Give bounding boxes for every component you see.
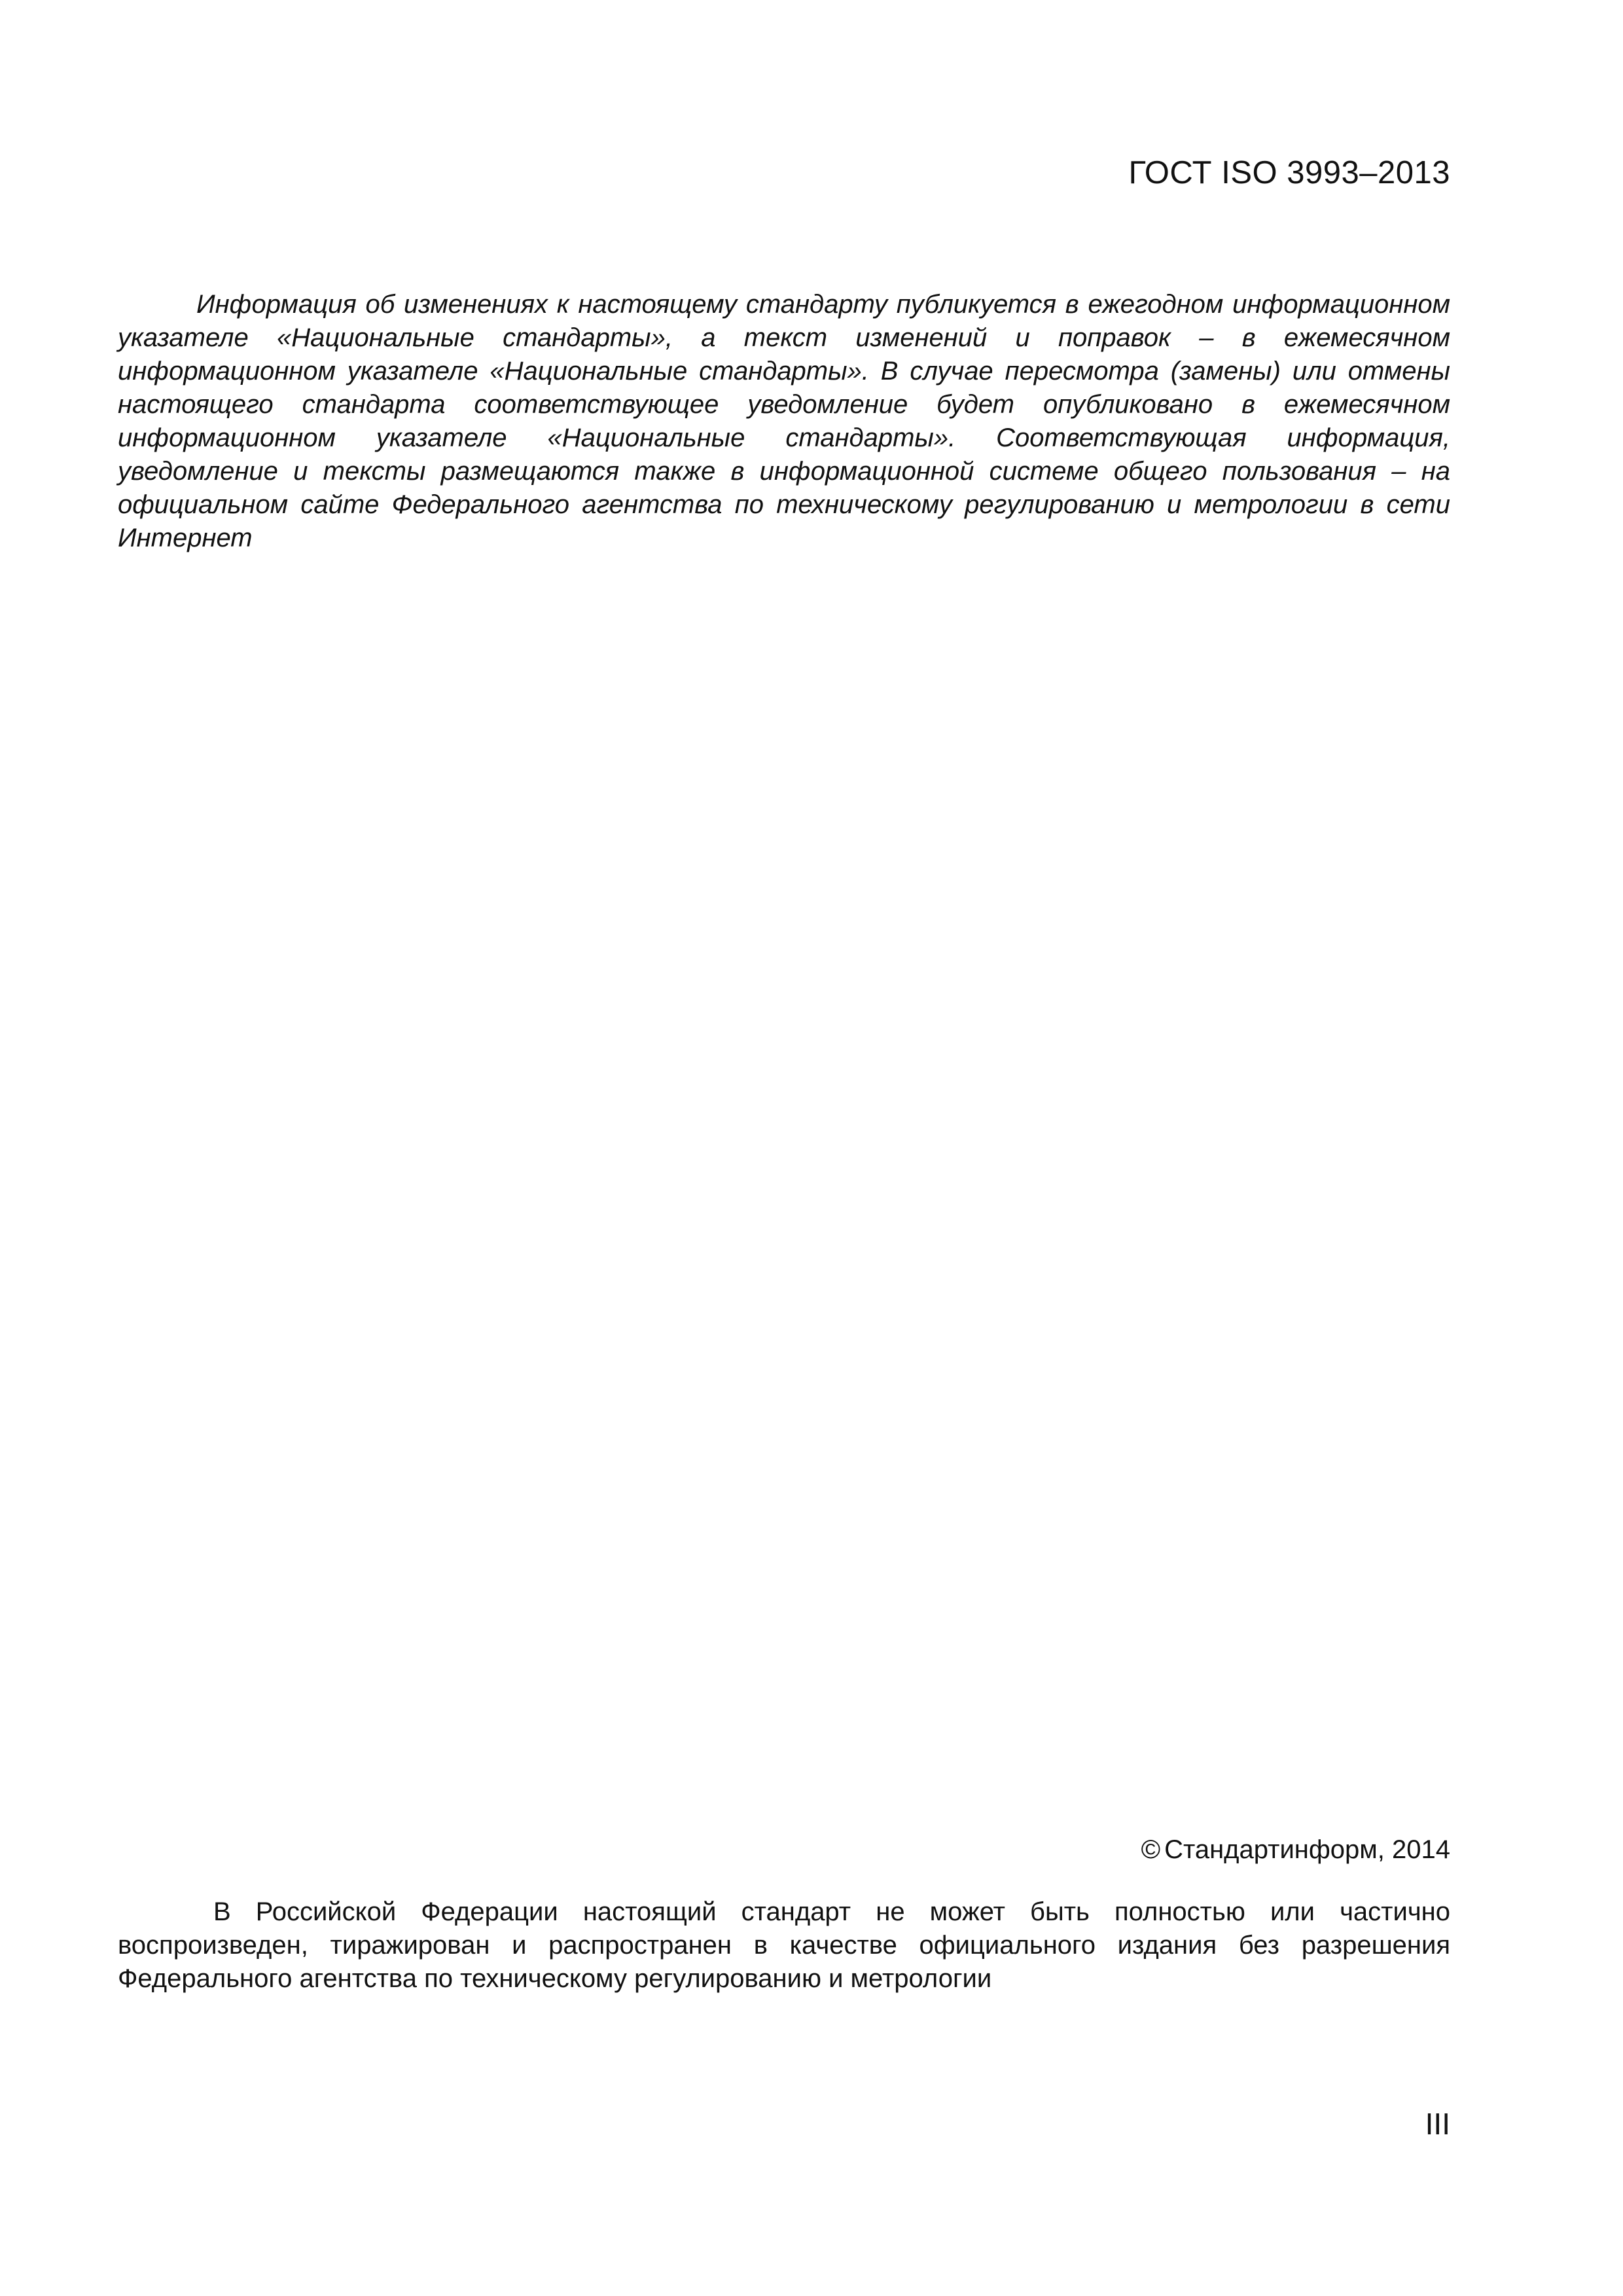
page-number: III: [1425, 2107, 1450, 2141]
copyright-line: [1141, 1835, 1450, 1865]
copyright-sign: ©: [1141, 1835, 1161, 1864]
reproduction-restriction-notice: В Российской Федерации настоящий стандарт не может быть полностью или частично воспроизведен, тиражирован и распространен в качестве официального издания без разрешения Федерального агентства по техническому регулированию и метрологии: [118, 1897, 1450, 1993]
standard-code-header: ГОСТ ISO 3993–2013: [1128, 155, 1450, 190]
copyright-holder: Стандартинформ, 2014: [1164, 1835, 1450, 1864]
amendments-info-notice: Информация об изменениях к настоящему стандарту публикуется в ежегодном информационном указателе «Национальные стандарты», а текст изменений и поправок – в ежемесячном информационном указателе «Национальные стандарты». В случае пересмотра (замены) или отмены настоящего стандарта соответствующее уведомление будет опубликовано в ежемесячном информационном указателе «Национальные стандарты». Соответствующая информация, уведомление и тексты размещаются также в информационной системе общего пользования – на официальном сайте Федерального агентства по техническому регулированию и метрологии в сети Интернет: [118, 290, 1450, 552]
